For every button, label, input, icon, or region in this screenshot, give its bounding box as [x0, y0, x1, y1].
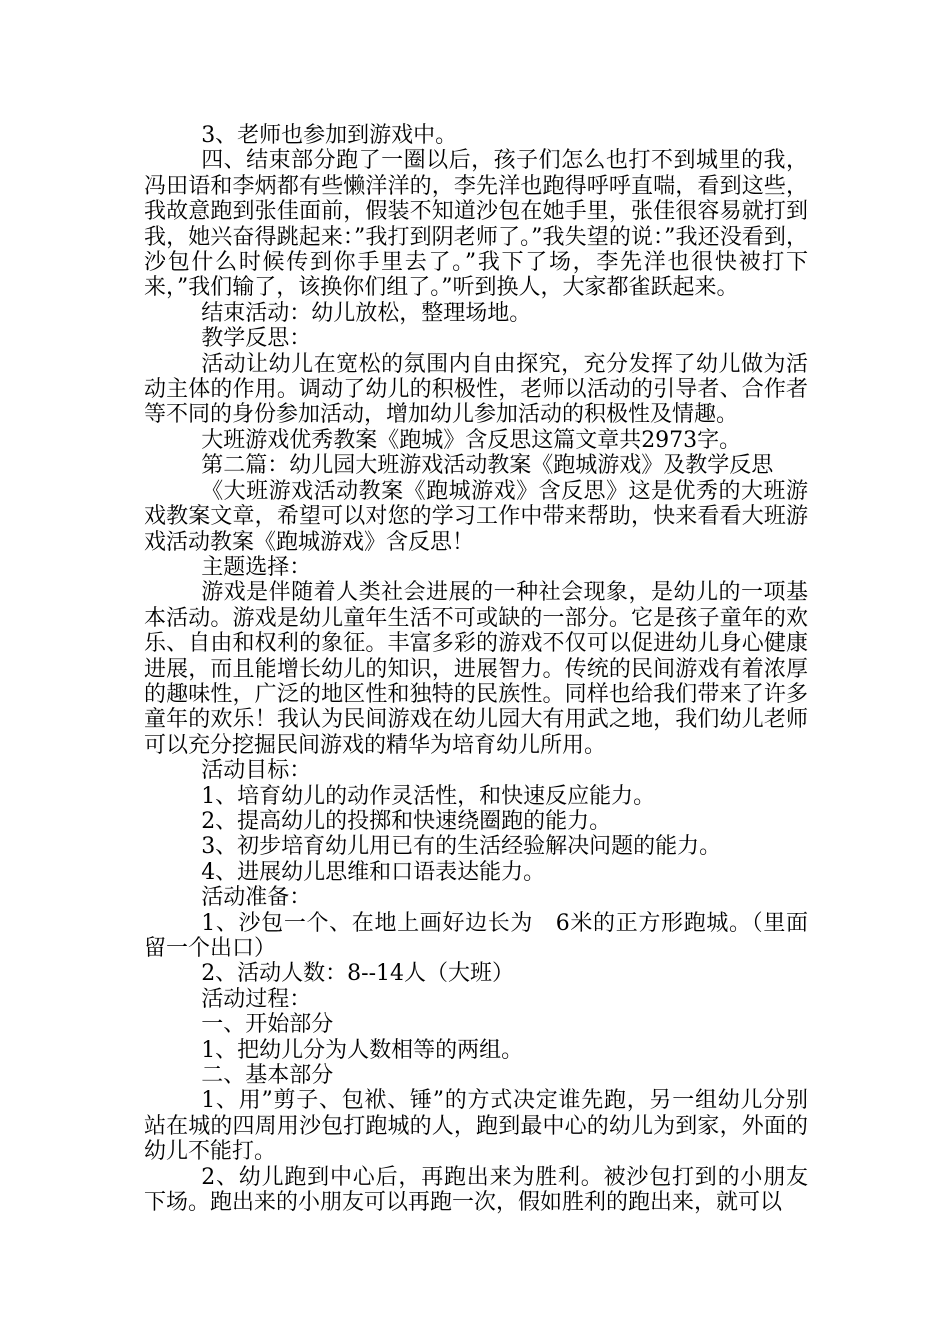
paragraph-step-3: 3、老师也参加到游戏中。 — [201, 123, 458, 148]
list-item-prep-1: 1、沙包一个、在地上画好边长为 6米的正方形跑城。（里面留一个出口） — [144, 910, 808, 961]
heading-basic-part: 二、基本部分 — [201, 1063, 334, 1089]
heading-teaching-reflection: 教学反思： — [201, 326, 312, 352]
heading-opening-part: 一、开始部分 — [201, 1012, 334, 1038]
paragraph-end-activity: 结束活动：幼儿放松，整理场地。 — [201, 300, 532, 326]
paragraph-word-count: 大班游戏优秀教案《跑城》含反思这篇文章共2973字。 — [201, 427, 742, 453]
document-body — [144, 123, 808, 1215]
heading-theme-selection: 主题选择： — [201, 554, 312, 580]
list-item-prep-2: 2、活动人数：8--14人（大班） — [201, 961, 515, 987]
paragraph-theme: 游戏是伴随着人类社会进展的一种社会现象，是幼儿的一项基本活动。游戏是幼儿童年生活不可或缺的一部分。它是孩子童年的欢乐、自由和权利的象征。丰富多彩的游戏不仅可以促进幼儿身心健康进展，而且能增长幼儿的知识，进展智力。传统的民间游戏有着浓厚的趣味性，广泛的地区性和独特的民族性。同样也给我们带来了许多童年的欢乐！我认为民间游戏在幼儿园大有用武之地，我们幼儿老师可以充分挖掘民间游戏的精华为培育幼儿所用。 — [144, 580, 808, 758]
heading-activity-preparation: 活动准备： — [201, 885, 312, 911]
heading-activity-goals: 活动目标： — [201, 758, 312, 784]
paragraph-article-intro: 《大班游戏活动教案《跑城游戏》含反思》这是优秀的大班游戏教案文章，希望可以对您的学习工作中带来帮助，快来看看大班游戏活动教案《跑城游戏》含反思！ — [144, 478, 808, 555]
list-item-goal-1: 1、培育幼儿的动作灵活性，和快速反应能力。 — [201, 783, 656, 809]
list-item-goal-3: 3、初步培育幼儿用已有的生活经验解决问题的能力。 — [201, 834, 722, 860]
paragraph-reflection: 活动让幼儿在宽松的氛围内自由探究，充分发挥了幼儿做为活动主体的作用。调动了幼儿的积极性，老师以活动的引导者、合作者等不同的身份参加活动，增加幼儿参加活动的积极性及情趣。 — [144, 351, 808, 428]
heading-second-article: 第二篇：幼儿园大班游戏活动教案《跑城游戏》及教学反思 — [201, 453, 774, 479]
list-item-goal-2: 2、提高幼儿的投掷和快速绕圈跑的能力。 — [201, 808, 612, 834]
paragraph-ending-part: 四、结束部分跑了一圈以后，孩子们怎么也打不到城里的我，冯田语和李炳都有些懒洋洋的，李先洋也跑得呼呼直喘，看到这些，我故意跑到张佳面前，假装不知道沙包在她手里，张佳很容易就打到我，她兴奋得跳起来：”我打到阴老师了。”我失望的说：”我还没看到，沙包什么时候传到你手里去了。”我下了场，李先洋也很快被打下来，”我们输了，该换你们组了。”听到换人，大家都雀跃起来。 — [144, 148, 808, 301]
heading-activity-process: 活动过程： — [201, 986, 312, 1012]
list-item-basic-2: 2、幼儿跑到中心后，再跑出来为胜利。被沙包打到的小朋友下场。跑出来的小朋友可以再跑一次，假如胜利的跑出来，就可以 — [144, 1164, 808, 1216]
list-item-opening-1: 1、把幼儿分为人数相等的两组。 — [201, 1037, 524, 1063]
list-item-basic-1: 1、用”剪子、包袱、锤”的方式决定谁先跑，另一组幼儿分别站在城的四周用沙包打跑城的人，跑到最中心的幼儿为到家，外面的幼儿不能打。 — [144, 1088, 808, 1165]
list-item-goal-4: 4、进展幼儿思维和口语表达能力。 — [201, 859, 546, 885]
